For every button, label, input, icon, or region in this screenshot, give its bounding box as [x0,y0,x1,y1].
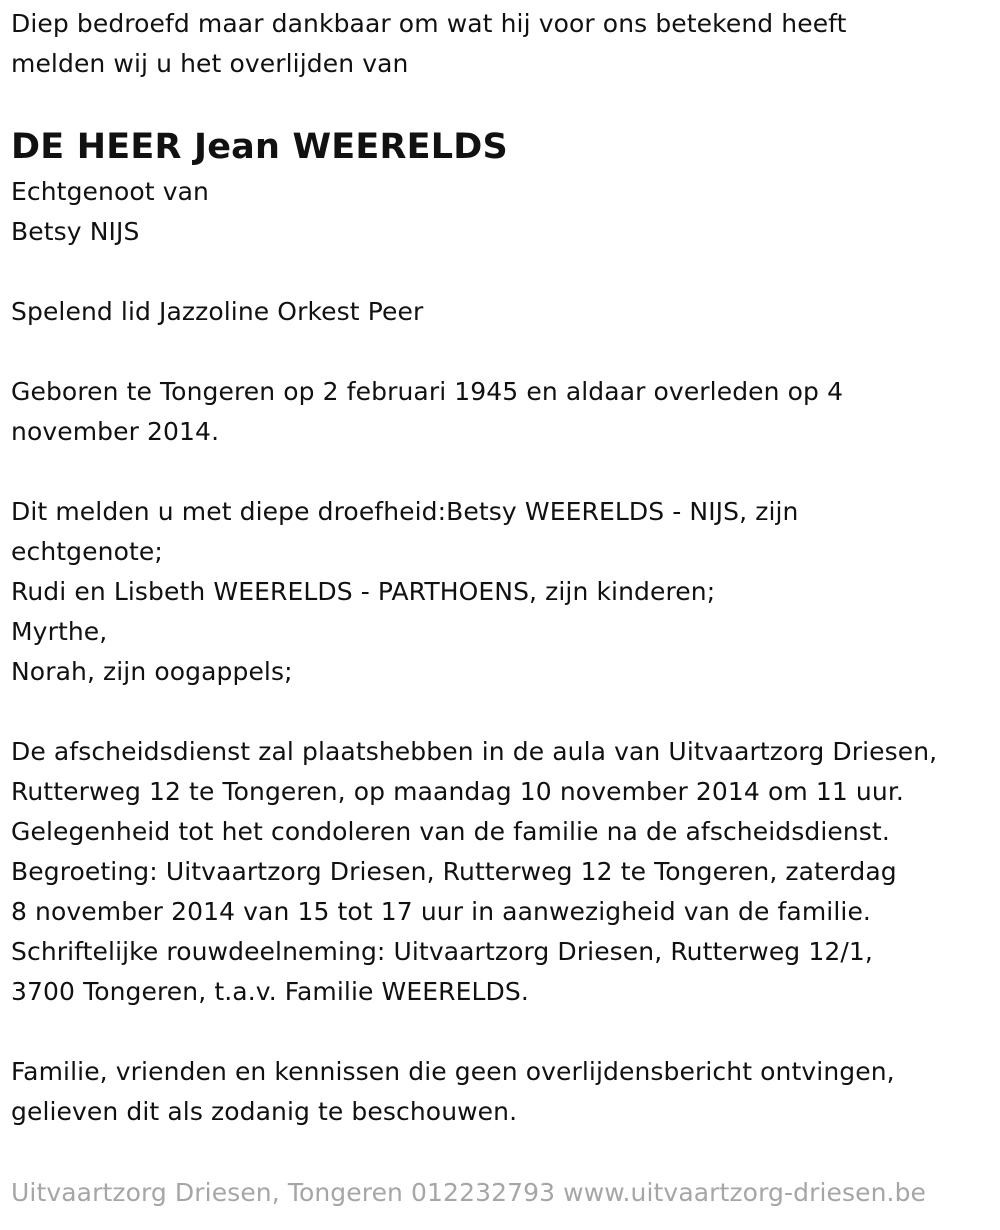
funeral-home-footer: Uitvaartzorg Driesen, Tongeren 012232793 www.uitvaartzorg-driesen.be [11,1178,927,1207]
membership-text: Spelend lid Jazzoline Orkest Peer [11,297,424,326]
closing-line: Familie, vrienden en kennissen die geen overlijdensbericht ontvingen, [11,1057,895,1086]
family-line: echtgenote; [11,537,163,566]
ceremony-paragraph [11,732,991,1012]
family-paragraph [11,492,991,692]
intro-line: melden wij u het overlijden van [11,49,409,78]
spouse-block [11,172,991,252]
ceremony-line: Begroeting: Uitvaartzorg Driesen, Rutterweg 12 te Tongeren, zaterdag [11,857,897,886]
birth-death-line: november 2014. [11,417,220,446]
obituary-notice [11,4,991,1132]
ceremony-line: Gelegenheid tot het condoleren van de familie na de afscheidsdienst. [11,817,890,846]
ceremony-line: De afscheidsdienst zal plaatshebben in de aula van Uitvaartzorg Driesen, [11,737,938,766]
ceremony-line: 3700 Tongeren, t.a.v. Familie WEERELDS. [11,977,529,1006]
family-line: Dit melden u met diepe droefheid:Betsy WEERELDS - NIJS, zijn [11,497,799,526]
spouse-name: Betsy NIJS [11,217,140,246]
ceremony-line: 8 november 2014 van 15 tot 17 uur in aanwezigheid van de familie. [11,897,871,926]
family-line: Norah, zijn oogappels; [11,657,293,686]
ceremony-line: Rutterweg 12 te Tongeren, op maandag 10 november 2014 om 11 uur. [11,777,904,806]
birth-death-paragraph [11,372,991,452]
family-line: Myrthe, [11,617,108,646]
spouse-label: Echtgenoot van [11,177,209,206]
deceased-name: DE HEER Jean WEERELDS [11,127,508,167]
closing-paragraph [11,1052,991,1132]
birth-death-line: Geboren te Tongeren op 2 februari 1945 en aldaar overleden op 4 [11,377,844,406]
family-line: Rudi en Lisbeth WEERELDS - PARTHOENS, zijn kinderen; [11,577,716,606]
intro-paragraph [11,4,991,84]
intro-line: Diep bedroefd maar dankbaar om wat hij voor ons betekend heeft [11,9,847,38]
closing-line: gelieven dit als zodanig te beschouwen. [11,1097,518,1126]
ceremony-line: Schriftelijke rouwdeelneming: Uitvaartzorg Driesen, Rutterweg 12/1, [11,937,873,966]
